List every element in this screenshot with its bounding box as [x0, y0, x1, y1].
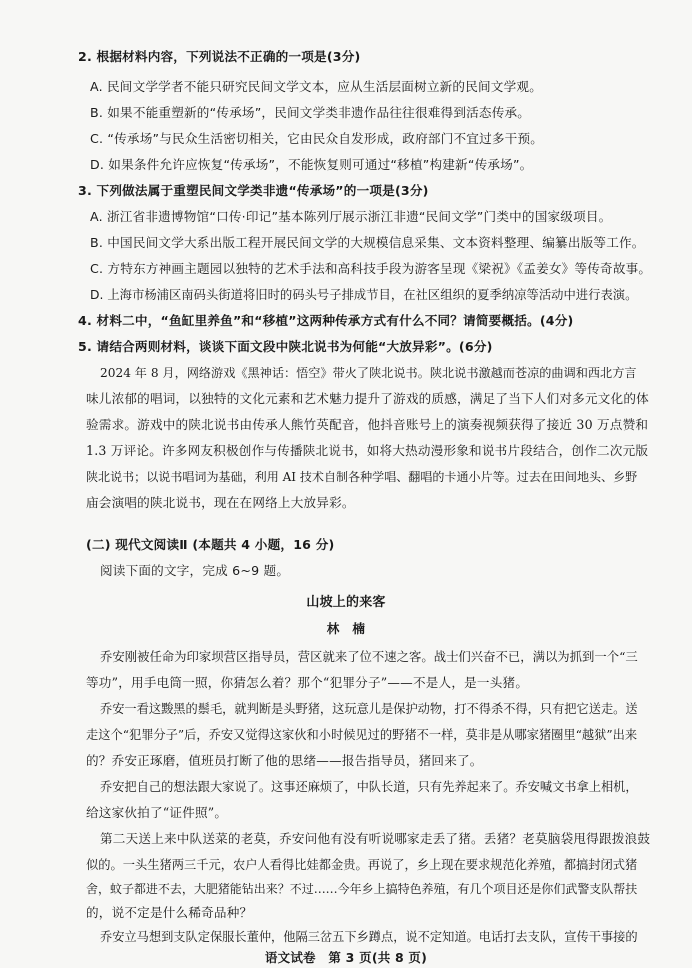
- story-line: 乔安立马想到支队定保服长董仲，他隔三岔五下乡蹲点，说不定知道。电话打去支队，宣传干事接的: [100, 930, 638, 944]
- question-2-option-b: B. 如果不能重塑新的“传承场”，民间文学类非遗作品往往很难得到活态传承。: [90, 105, 531, 120]
- story-title: 山坡上的来客: [306, 595, 386, 610]
- question-3-option-d: D. 上海市杨浦区南码头街道将旧时的码头号子排成节目，在社区组织的夏季纳凉等活动中进行表演。: [90, 288, 638, 302]
- story-line: 的，说不定是什么稀奇品种？: [86, 905, 253, 920]
- story-line: 乔安一看这黢黑的鬃毛，就判断是头野猪，这玩意儿是保护动物，打不得杀不得，只有把它送走。送: [100, 702, 638, 716]
- question-2-option-c: C. “传承场”与民众生活密切相关，它由民众自发形成，政府部门不宜过多干预。: [90, 131, 544, 146]
- question-3-stem: 3. 下列做法属于重塑民间文学类非遗“传承场”的一项是(3分): [78, 183, 429, 198]
- story-line: 走这个“犯罪分子”后，乔安又觉得这家伙和小时候见过的野猪不一样，莫非是从哪家猪圈里“越狱”出来: [86, 728, 638, 742]
- story-line: 第二天送上来中队送菜的老莫，乔安问他有没有听说哪家走丢了猪。丢猪？老莫脑袋甩得跟拨浪鼓: [100, 831, 651, 846]
- passage-line: 陕北说书；以说书唱词为基础，利用 AI 技术自制各种学唱、翻唱的卡通小片等。过去在田间地头、乡野: [86, 470, 638, 484]
- passage-line: 2024 年 8 月，网络游戏《黑神话：悟空》带火了陕北说书。陕北说书激越而苍凉的曲调和西北方言: [100, 366, 637, 380]
- passage-line: 1.3 万评论。许多网友积极创作与传播陕北说书，如将大热动漫形象和说书片段结合，创作二次元版: [86, 443, 649, 458]
- story-line: 的？乔安正琢磨，值班员打断了他的思绪——报告指导员，猪回来了。: [86, 753, 483, 768]
- story-line: 似的。一头生猪两三千元，农户人看得比娃都金贵。再说了，乡上现在要求规范化养殖，都搞封闭式猪: [86, 858, 638, 872]
- section-heading: (二) 现代文阅读Ⅱ (本题共 4 小题，16 分): [86, 537, 335, 552]
- section-instruction: 阅读下面的文字，完成 6~9 题。: [100, 563, 290, 578]
- question-2-option-a: A. 民间文学学者不能只研究民间文学文本，应从生活层面树立新的民间文学观。: [90, 79, 542, 94]
- story-line: 乔安把自己的想法跟大家说了。这事还麻烦了，中队长道，只有先养起来了。乔安喊文书拿上相机，: [100, 780, 638, 794]
- passage-line: 庙会演唱的陕北说书，现在在网络上大放异彩。: [86, 495, 355, 510]
- question-2-option-d: D. 如果条件允许应恢复“传承场”，不能恢复则可通过“移植”构建新“传承场”。: [90, 157, 533, 172]
- question-2-stem: 2. 根据材料内容，下列说法不正确的一项是(3分): [78, 49, 361, 64]
- story-author: 林 楠: [326, 621, 366, 636]
- story-line: 给这家伙拍了“证件照”。: [86, 805, 228, 820]
- story-line: 等功”，用手电筒一照，你猜怎么着？那个“犯罪分子”——不是人，是一头猪。: [86, 675, 529, 690]
- question-4: 4. 材料二中，“鱼缸里养鱼”和“移植”这两种传承方式有什么不同？请简要概括。(4分): [78, 313, 574, 328]
- story-line: 乔安刚被任命为印家坝营区指导员，营区就来了位不速之客。战士们兴奋不已，满以为抓到一个“三: [100, 650, 638, 664]
- passage-line: 验需求。游戏中的陕北说书由传承人熊竹英配音，他抖音账号上的演奏视频获得了接近 30 万点赞和: [86, 417, 649, 432]
- question-3-option-c: C. 方特东方神画主题园以独特的艺术手法和高科技手段为游客呈现《梁祝》《孟姜女》等传奇故事。: [90, 261, 652, 276]
- story-line: 舍，蚊子都进不去，大肥猪能钻出来？不过……今年乡上搞特色养殖，有几个项目还是你们武警支队帮扶: [86, 882, 638, 896]
- question-5: 5. 请结合两则材料，谈谈下面文段中陕北说书为何能“大放异彩”。(6分): [78, 339, 493, 354]
- passage-line: 味儿浓郁的唱词，以独特的文化元素和艺术魅力提升了游戏的质感，满足了当下人们对多元文化的体: [86, 391, 649, 406]
- question-3-option-a: A. 浙江省非遗博物馆“口传·印记”基本陈列厅展示浙江非遗“民间文学”门类中的国家级项目。: [90, 209, 612, 224]
- question-3-option-b: B. 中国民间文学大系出版工程开展民间文学的大规模信息采集、文本资料整理、编纂出版等工作。: [90, 235, 645, 250]
- page-footer: 语文试卷 第 3 页(共 8 页): [264, 950, 428, 965]
